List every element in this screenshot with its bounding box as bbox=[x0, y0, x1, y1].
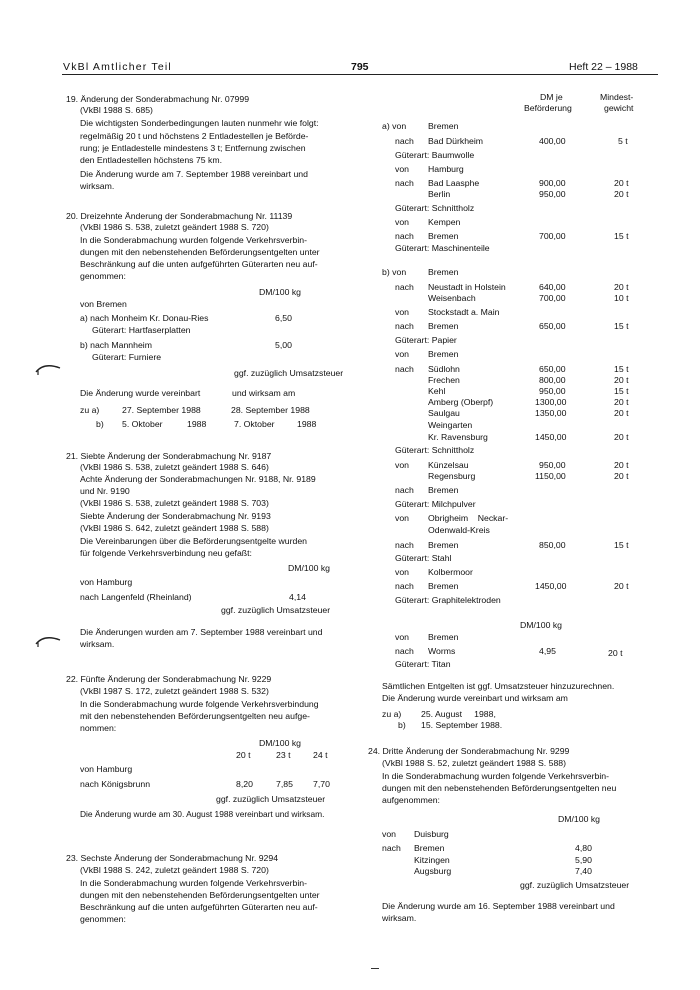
s20-date-b1-year: 1988 bbox=[187, 419, 207, 429]
s24-value: 7,40 bbox=[575, 866, 592, 876]
table-row-price: 950,00 bbox=[539, 386, 566, 396]
titan-min: 20 t bbox=[608, 648, 623, 658]
table-row-goods: Güterart: Milchpulver bbox=[395, 499, 476, 509]
table-row-price: 400,00 bbox=[539, 136, 566, 146]
titan-from-label: von bbox=[395, 632, 410, 642]
table-row-label: nach bbox=[395, 485, 414, 495]
table-row-min: 20 t bbox=[614, 471, 629, 481]
s20-text: In die Sonderabmachung wurden folgende Verkehrsverbin- bbox=[80, 235, 307, 245]
s22-title: 22. Fünfte Änderung der Sonderabmachung Nr. 9229 bbox=[66, 674, 272, 684]
right-date-label-b: b) bbox=[398, 720, 406, 730]
table-row-place: Bremen bbox=[428, 349, 459, 359]
table-row-price: 800,00 bbox=[539, 375, 566, 385]
s23-text: dungen mit den nebenstehenden Beförderungsentgelten unter bbox=[80, 890, 320, 900]
header-page-number: 795 bbox=[351, 61, 369, 73]
s21-ref: (VkBl 1986 S. 538, zuletzt geändert 1988 S. 703) bbox=[80, 498, 269, 508]
table-row-label: nach bbox=[395, 364, 414, 374]
s20-route-a: a) nach Monheim Kr. Donau-Ries bbox=[80, 313, 209, 323]
table-row-place: Bremen bbox=[428, 267, 459, 277]
right-date-label-a: zu a) bbox=[382, 709, 402, 719]
s21-value: 4,14 bbox=[289, 592, 306, 602]
table-row-place: Bremen bbox=[428, 581, 459, 591]
s20-date-label-a: zu a) bbox=[80, 405, 100, 415]
s23-ref: (VkBl 1988 S. 242, zuletzt geändert 1988 S. 720) bbox=[80, 865, 269, 875]
s21-from: von Hamburg bbox=[80, 577, 133, 587]
table-row-min: 15 t bbox=[614, 364, 629, 374]
s24-to-label: nach bbox=[382, 843, 401, 853]
table-row-price: 700,00 bbox=[539, 293, 566, 303]
table-row-place: Berlin bbox=[428, 189, 451, 199]
table-row-price: 640,00 bbox=[539, 282, 566, 292]
s20-route-b-value: 5,00 bbox=[275, 340, 292, 350]
s24-value: 5,90 bbox=[575, 855, 592, 865]
table-row-place: Odenwald-Kreis bbox=[428, 525, 490, 535]
s20-effective-label: und wirksam am bbox=[232, 388, 296, 398]
s19-text: Die Änderung wurde am 7. September 1988 vereinbart und bbox=[80, 169, 308, 179]
table-row-place: Hamburg bbox=[428, 164, 464, 174]
s24-text: aufgenommen: bbox=[382, 795, 440, 805]
right-note: Sämtlichen Entgelten ist ggf. Umsatzsteuer hinzuzurechnen. bbox=[382, 681, 615, 691]
table-row-place: Kr. Ravensburg bbox=[428, 432, 488, 442]
table-row-label: von bbox=[395, 307, 410, 317]
s23-text: Beschränkung auf die unten aufgeführten Güterarten neu auf- bbox=[80, 902, 318, 912]
table-row-place: Kolbermoor bbox=[428, 567, 473, 577]
table-row-goods: Güterart: Maschinenteile bbox=[395, 243, 490, 253]
table-row-price: 1450,00 bbox=[535, 432, 567, 442]
table-row-price: 950,00 bbox=[539, 460, 566, 470]
table-row-goods: Güterart: Schnittholz bbox=[395, 445, 475, 455]
s20-date-b1: 5. Oktober bbox=[122, 419, 163, 429]
table-row-place: Bad Dürkheim bbox=[428, 136, 484, 146]
s22-text: In die Sonderabmachung wurde folgende Verkehrsverbindung bbox=[80, 699, 319, 709]
table-row-label: von bbox=[395, 460, 410, 470]
table-row-price: 950,00 bbox=[539, 189, 566, 199]
table-row-price: 1350,00 bbox=[535, 408, 567, 418]
table-row-goods: Güterart: Stahl bbox=[395, 553, 452, 563]
s24-text: wirksam. bbox=[382, 913, 417, 923]
table-row-min: 20 t bbox=[614, 375, 629, 385]
table-row-label: nach bbox=[395, 282, 414, 292]
s22-text: mit den nebenstehenden Beförderungsentgelten neu aufge- bbox=[80, 711, 310, 721]
s20-date-label-b: b) bbox=[96, 419, 104, 429]
table-row-min: 15 t bbox=[614, 321, 629, 331]
table-row-price: 900,00 bbox=[539, 178, 566, 188]
s20-unit: DM/100 kg bbox=[259, 287, 302, 297]
s20-text: Beschränkung auf die unten aufgeführten Güterarten neu auf- bbox=[80, 259, 318, 269]
s20-date-a1: 27. September 1988 bbox=[122, 405, 201, 415]
s22-text: Die Änderung wurde am 30. August 1988 vereinbart und wirksam. bbox=[80, 809, 325, 819]
table-row-min: 20 t bbox=[614, 460, 629, 470]
table-row-place: Neustadt in Holstein bbox=[428, 282, 506, 292]
s21-ref: (VkBl 1986 S. 538, zuletzt geändert 1988 S. 646) bbox=[80, 462, 269, 472]
s21-text: und Nr. 9190 bbox=[80, 486, 130, 496]
table-row-min: 5 t bbox=[618, 136, 628, 146]
table-row-place: Saulgau bbox=[428, 408, 460, 418]
table-row-min: 15 t bbox=[614, 386, 629, 396]
table-row-min: 15 t bbox=[614, 540, 629, 550]
table-row-min: 10 t bbox=[614, 293, 629, 303]
s21-text: Siebte Änderung der Sonderabmachung Nr. 9193 bbox=[80, 511, 271, 521]
table-row-place: Bremen bbox=[428, 121, 459, 131]
table-row-price: 700,00 bbox=[539, 231, 566, 241]
s24-dest: Augsburg bbox=[414, 866, 452, 876]
s22-tax-note: ggf. zuzüglich Umsatzsteuer bbox=[216, 794, 326, 804]
table-row-place: Stockstadt a. Main bbox=[428, 307, 500, 317]
s24-ref: (VkBl 1988 S. 52, zuletzt geändert 1988 S. 588) bbox=[382, 758, 567, 768]
titan-from: Bremen bbox=[428, 632, 459, 642]
s20-date-b2-year: 1988 bbox=[297, 419, 317, 429]
s19-text: Die wichtigsten Sonderbedingungen lauten nunmehr wie folgt: bbox=[80, 118, 319, 128]
s22-ref: (VkBl 1987 S. 172, zuletzt geändert 1988 S. 532) bbox=[80, 686, 269, 696]
table-row-price: 650,00 bbox=[539, 364, 566, 374]
table-row-price: 850,00 bbox=[539, 540, 566, 550]
table-row-label: von bbox=[395, 349, 410, 359]
s22-from: von Hamburg bbox=[80, 764, 133, 774]
s20-route-a-goods: Güterart: Hartfaserplatten bbox=[92, 325, 191, 335]
s24-dest: Kitzingen bbox=[414, 855, 450, 865]
table-row-min: 20 t bbox=[614, 282, 629, 292]
table-row-place: Amberg (Oberpf) bbox=[428, 397, 494, 407]
s22-unit: DM/100 kg bbox=[259, 738, 302, 748]
s20-date-b2: 7. Oktober bbox=[234, 419, 275, 429]
table-row-place: Bremen bbox=[428, 321, 459, 331]
right-date-b: 15. September 1988. bbox=[421, 720, 503, 730]
s21-tax-note: ggf. zuzüglich Umsatzsteuer bbox=[221, 605, 331, 615]
table-row-place: Weingarten bbox=[428, 420, 473, 430]
table-row-place: Bremen bbox=[428, 540, 459, 550]
s19-text: regelmäßig 20 t und höchstens 2 Entladestellen je Beförde- bbox=[80, 131, 309, 141]
s24-tax-note: ggf. zuzüglich Umsatzsteuer bbox=[520, 880, 630, 890]
table-row-min: 20 t bbox=[614, 432, 629, 442]
s19-text: rung; je Entladestelle mindestens 3 t; Entfernung zwischen bbox=[80, 143, 306, 153]
table-row-place: Weisenbach bbox=[428, 293, 476, 303]
header-rule bbox=[62, 74, 658, 75]
table-row-label: nach bbox=[395, 581, 414, 591]
titan-value: 4,95 bbox=[539, 646, 556, 656]
table-row-min: 15 t bbox=[614, 231, 629, 241]
s22-value: 8,20 bbox=[236, 779, 253, 789]
right-col-header-min: Mindest- bbox=[600, 92, 634, 102]
table-row-place: Obrigheim Neckar- bbox=[428, 513, 509, 523]
table-row-price: 1450,00 bbox=[535, 581, 567, 591]
s20-text: genommen: bbox=[80, 271, 126, 281]
s24-from-label: von bbox=[382, 829, 397, 839]
s20-tax-note: ggf. zuzüglich Umsatzsteuer bbox=[234, 368, 344, 378]
s24-value: 4,80 bbox=[575, 843, 592, 853]
table-row-label: von bbox=[395, 217, 410, 227]
s21-to: nach Langenfeld (Rheinland) bbox=[80, 592, 192, 602]
s22-col-header: 24 t bbox=[313, 750, 328, 760]
table-row-goods: Güterart: Papier bbox=[395, 335, 457, 345]
titan-to: Worms bbox=[428, 646, 456, 656]
s24-dest: Bremen bbox=[414, 843, 445, 853]
s20-title: 20. Dreizehnte Änderung der Sonderabmachung Nr. 11139 bbox=[66, 211, 293, 221]
titan-goods: Güterart: Titan bbox=[395, 659, 451, 669]
table-row-label: von bbox=[395, 164, 410, 174]
table-row-label: nach bbox=[395, 231, 414, 241]
header-journal: VkBl Amtlicher Teil bbox=[63, 61, 172, 73]
table-row-place: Bremen bbox=[428, 485, 459, 495]
table-row-min: 20 t bbox=[614, 408, 629, 418]
s22-col-header: 20 t bbox=[236, 750, 251, 760]
table-row-price: 1300,00 bbox=[535, 397, 567, 407]
table-row-place: Kempen bbox=[428, 217, 461, 227]
table-row-label: b) von bbox=[382, 267, 407, 277]
table-row-place: Künzelsau bbox=[428, 460, 469, 470]
margin-mark-1 bbox=[34, 362, 62, 376]
table-row-label: von bbox=[395, 567, 410, 577]
table-row-min: 20 t bbox=[614, 397, 629, 407]
s20-text: dungen mit den nebenstehenden Beförderungsentgelten unter bbox=[80, 247, 320, 257]
s22-text: nommen: bbox=[80, 723, 117, 733]
s21-text: für folgende Verkehrsverbindung neu gefaßt: bbox=[80, 548, 252, 558]
s21-text: Die Änderungen wurden am 7. September 1988 vereinbart und bbox=[80, 627, 323, 637]
table-row-goods: Güterart: Baumwolle bbox=[395, 150, 475, 160]
table-row-label: nach bbox=[395, 178, 414, 188]
table-row-label: nach bbox=[395, 540, 414, 550]
s19-title: 19. Änderung der Sonderabmachung Nr. 07999 bbox=[66, 94, 250, 104]
s20-route-b: b) nach Mannheim bbox=[80, 340, 152, 350]
table-row-place: Südlohn bbox=[428, 364, 460, 374]
titan-unit: DM/100 kg bbox=[520, 620, 563, 630]
s19-ref: (VkBl 1988 S. 685) bbox=[80, 105, 153, 115]
table-row-price: 650,00 bbox=[539, 321, 566, 331]
right-col-header-min: gewicht bbox=[604, 103, 634, 113]
table-row-goods: Güterart: Graphitelektroden bbox=[395, 595, 501, 605]
table-row-place: Bad Laasphe bbox=[428, 178, 480, 188]
table-row-goods: Güterart: Schnittholz bbox=[395, 203, 475, 213]
s19-text: wirksam. bbox=[80, 181, 115, 191]
table-row-label: von bbox=[395, 513, 410, 523]
right-col-header-price: Beförderung bbox=[524, 103, 572, 113]
s22-col-header: 23 t bbox=[276, 750, 291, 760]
s20-from: von Bremen bbox=[80, 299, 127, 309]
right-note: Die Änderung wurde vereinbart und wirksam am bbox=[382, 693, 568, 703]
margin-mark-2 bbox=[34, 634, 62, 648]
s20-agreement-label: Die Änderung wurde vereinbart bbox=[80, 388, 201, 398]
s20-date-a2: 28. September 1988 bbox=[231, 405, 310, 415]
s23-text: genommen: bbox=[80, 914, 126, 924]
s21-text: wirksam. bbox=[80, 639, 115, 649]
s24-text: dungen mit den nebenstehenden Beförderungsentgelten neu bbox=[382, 783, 617, 793]
table-row-min: 20 t bbox=[614, 189, 629, 199]
s20-route-a-value: 6,50 bbox=[275, 313, 292, 323]
titan-to-label: nach bbox=[395, 646, 414, 656]
s21-text: Achte Änderung der Sonderabmachungen Nr. 9188, Nr. 9189 bbox=[80, 474, 316, 484]
right-col-header-price: DM je bbox=[540, 92, 563, 102]
right-date-a: 25. August 1988, bbox=[421, 709, 496, 719]
table-row-min: 20 t bbox=[614, 178, 629, 188]
table-row-label: a) von bbox=[382, 121, 407, 131]
table-row-price: 1150,00 bbox=[535, 471, 566, 481]
table-row-place: Bremen bbox=[428, 231, 459, 241]
s19-text: den Entladestellen höchstens 75 km. bbox=[80, 155, 222, 165]
s20-ref: (VkBl 1986 S. 538, zuletzt geändert 1988 S. 720) bbox=[80, 222, 269, 232]
s20-route-b-goods: Güterart: Furniere bbox=[92, 352, 162, 362]
table-row-min: 20 t bbox=[614, 581, 629, 591]
s22-value: 7,85 bbox=[276, 779, 293, 789]
table-row-label: nach bbox=[395, 321, 414, 331]
s24-unit: DM/100 kg bbox=[558, 814, 601, 824]
s23-title: 23. Sechste Änderung der Sonderabmachung Nr. 9294 bbox=[66, 853, 279, 863]
s22-to: nach Königsbrunn bbox=[80, 779, 151, 789]
s24-text: Die Änderung wurde am 16. September 1988 vereinbart und bbox=[382, 901, 615, 911]
table-row-place: Frechen bbox=[428, 375, 460, 385]
bottom-mark bbox=[371, 968, 379, 969]
s21-title: 21. Siebte Änderung der Sonderabmachung Nr. 9187 bbox=[66, 451, 272, 461]
table-row-place: Kehl bbox=[428, 386, 446, 396]
s24-text: In die Sonderabmachung wurden folgende Verkehrsverbin- bbox=[382, 771, 609, 781]
s24-title: 24. Dritte Änderung der Sonderabmachung Nr. 9299 bbox=[368, 746, 570, 756]
s22-value: 7,70 bbox=[313, 779, 330, 789]
header-issue: Heft 22 – 1988 bbox=[569, 61, 638, 73]
s21-text: Die Vereinbarungen über die Beförderungsentgelte wurden bbox=[80, 536, 307, 546]
s24-from: Duisburg bbox=[414, 829, 449, 839]
s21-unit: DM/100 kg bbox=[288, 563, 331, 573]
s23-text: In die Sonderabmachung wurden folgende Verkehrsverbin- bbox=[80, 878, 307, 888]
table-row-label: nach bbox=[395, 136, 414, 146]
s21-ref: (VkBl 1986 S. 642, zuletzt geändert 1988 S. 588) bbox=[80, 523, 269, 533]
table-row-place: Regensburg bbox=[428, 471, 476, 481]
